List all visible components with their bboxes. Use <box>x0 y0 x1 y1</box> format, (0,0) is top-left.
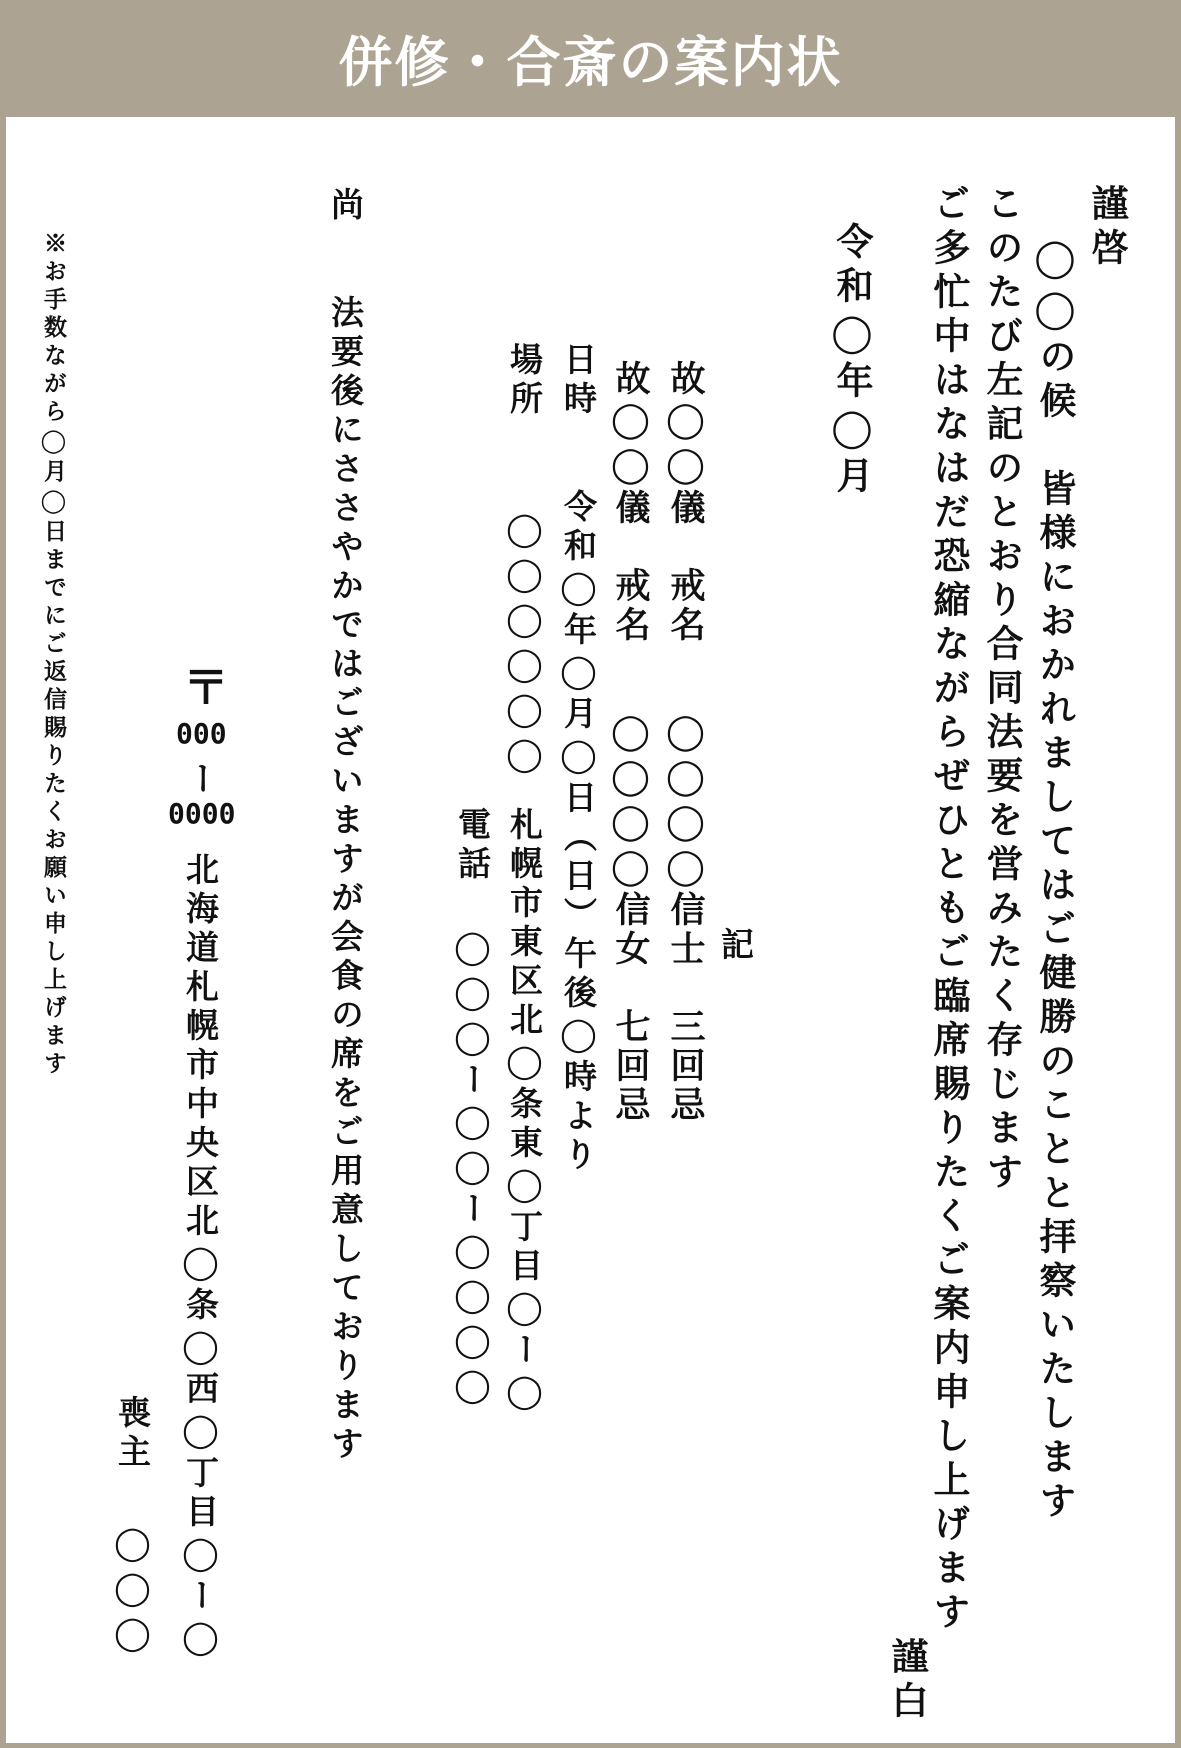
datetime-label: 日時 <box>559 342 598 420</box>
letter-sheet <box>6 117 1175 1743</box>
deceased-1-name: 故◯◯儀 戒名 <box>665 360 706 645</box>
place-address: 札幌市東区北◯条東◯丁目◯ー◯ <box>505 807 544 1416</box>
record-heading: 記 <box>716 927 755 966</box>
title-banner <box>0 0 1181 117</box>
deceased-2-title: ◯◯◯◯信女 七回忌 <box>610 711 651 1125</box>
sender-address: 北海道札幌市中央区北◯条◯西◯丁目◯ー◯ <box>181 852 220 1662</box>
letter-date: 令和◯年◯月 <box>830 222 874 500</box>
postal-mark: 〒 <box>176 663 230 709</box>
phone-value: ◯◯◯ー◯◯ー◯◯◯◯ <box>453 927 492 1410</box>
note-head: 尚 <box>326 187 365 226</box>
datetime-value: 令和◯年◯月◯日（日）午後◯時より <box>559 489 598 1176</box>
deceased-2-name: 故◯◯儀 戒名 <box>610 360 651 645</box>
place-label: 場所 <box>505 342 544 420</box>
phone-label: 電話 <box>453 807 492 885</box>
letter-line-2: このたび左記のとおり合同法要を営みたく存じます <box>980 184 1024 1196</box>
postal-code-second: 0000 <box>168 797 236 830</box>
letter-line-3: ご多忙中はなはだ恐縮ながらぜひともご臨席賜りたくご案内申し上げます <box>927 184 971 1636</box>
note-body: 法要後にささやかではございますが会食の席をご用意しております <box>326 295 365 1465</box>
deceased-1-title: ◯◯◯◯信士 三回忌 <box>665 711 706 1125</box>
postal-dash: ー <box>180 761 220 795</box>
reply-request-note: ※お手数ながら◯月◯日までにご返信賜りたくお願い申し上げます <box>40 231 67 1079</box>
sender-name: ◯◯◯ <box>113 1523 152 1658</box>
postal-code-first: 000 <box>176 717 227 750</box>
sender-role: 喪主 <box>113 1395 152 1473</box>
opening-greeting: 謹啓 <box>1085 184 1129 272</box>
letter-line-1: ◯◯の候 皆様におかれましてはご健勝のことと拝察いたします <box>1033 235 1077 1525</box>
page-title: 併修・合斎の案内状 <box>338 31 843 94</box>
place-value: ◯◯◯◯◯◯ <box>505 509 544 779</box>
closing-word: 謹白 <box>885 1637 929 1725</box>
